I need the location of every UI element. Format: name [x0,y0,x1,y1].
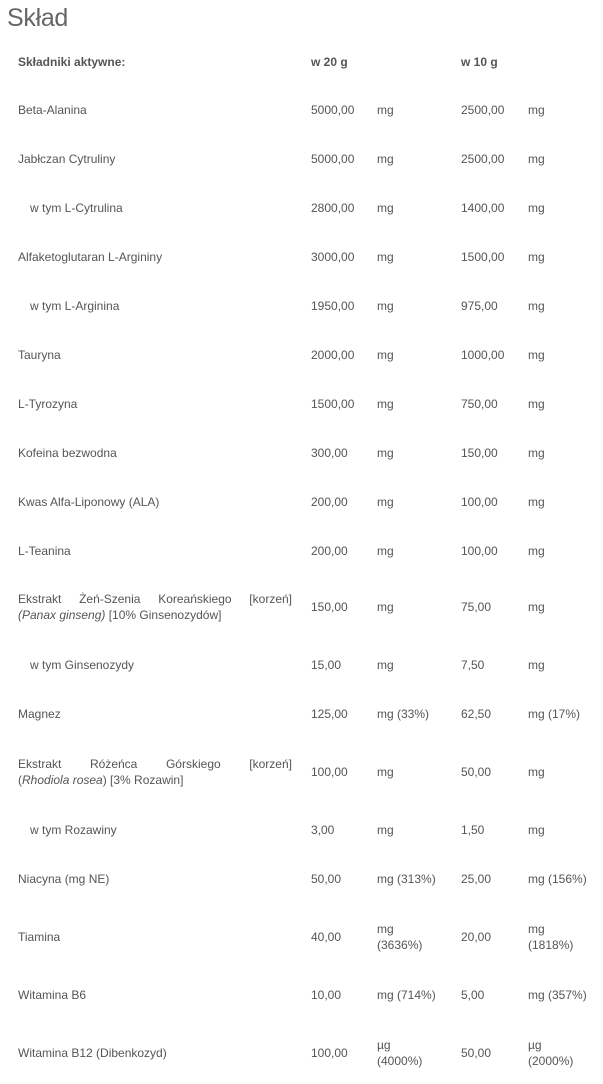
unit-10g: mg [528,201,545,215]
page-title: Skład [7,4,69,32]
value-10g: 1,50 [461,823,485,837]
value-20g: 100,00 [311,1046,348,1060]
ingredient-name: L-Tyrozyna [18,397,78,411]
ingredient-name-rest: [10% Ginsenozydów] [105,608,222,622]
ingredient-name: Beta-Alanina [18,103,87,117]
value-20g: 2000,00 [311,348,355,362]
value-10g: 1000,00 [461,348,505,362]
unit-10g-line2: (1818%) [528,938,574,952]
unit-20g: mg [377,103,394,117]
unit-10g-line1: mg [528,922,545,936]
unit-10g: mg [528,299,545,313]
ingredient-name-line1: Ekstrakt Żeń-Szenia Koreańskiego [korzeń] [18,592,292,606]
value-20g: 150,00 [311,600,348,614]
unit-20g: mg [377,250,394,264]
unit-20g: mg (714%) [377,988,436,1002]
value-20g: 5000,00 [311,103,355,117]
ingredient-name-line1: Ekstrakt Różeńca Górskiego [korzeń] [18,757,292,771]
value-10g: 975,00 [461,299,498,313]
value-20g: 3,00 [311,823,335,837]
unit-10g: mg (357%) [528,988,587,1002]
unit-10g: mg [528,348,545,362]
value-10g: 150,00 [461,446,498,460]
unit-20g: mg (33%) [377,707,430,721]
unit-10g: mg [528,823,545,837]
value-20g: 50,00 [311,872,342,886]
value-10g: 62,50 [461,707,492,721]
value-10g: 50,00 [461,1046,492,1060]
unit-10g [528,921,598,953]
ingredient-name: Tauryna [18,348,61,362]
value-20g: 10,00 [311,988,342,1002]
value-10g: 7,50 [461,658,485,672]
value-10g: 100,00 [461,544,498,558]
unit-20g-line2: (4000%) [377,1054,423,1068]
value-20g: 125,00 [311,707,348,721]
ingredient-name: Witamina B12 (Dibenkozyd) [18,1046,167,1060]
unit-10g: mg [528,446,545,460]
ingredient-name: Kwas Alfa-Liponowy (ALA) [18,495,160,509]
unit-20g-line1: mg [377,922,394,936]
ingredient-name-rest: ) [3% Rozawin] [102,773,184,787]
unit-20g-line1: µg [377,1038,391,1052]
value-20g: 5000,00 [311,152,355,166]
value-20g: 200,00 [311,495,348,509]
value-10g: 1500,00 [461,250,505,264]
unit-10g-line2: (2000%) [528,1054,574,1068]
unit-10g [528,1037,598,1069]
unit-10g: mg (156%) [528,872,587,886]
unit-20g: mg [377,201,394,215]
unit-20g: mg [377,544,394,558]
unit-10g: mg [528,152,545,166]
value-20g: 100,00 [311,765,348,779]
unit-20g: mg [377,600,394,614]
ingredient-name: Jabłczan Cytruliny [18,152,116,166]
value-20g: 200,00 [311,544,348,558]
unit-20g: mg [377,823,394,837]
value-20g: 15,00 [311,658,342,672]
ingredient-name: Alfaketoglutaran L-Argininy [18,250,163,264]
unit-10g: mg [528,250,545,264]
unit-20g: mg (313%) [377,872,436,886]
unit-10g: mg [528,658,545,672]
unit-10g: mg [528,765,545,779]
value-20g: 40,00 [311,930,342,944]
value-10g: 20,00 [461,930,492,944]
unit-20g: mg [377,446,394,460]
unit-20g-line2: (3636%) [377,938,423,952]
value-10g: 750,00 [461,397,498,411]
unit-20g [377,921,447,953]
unit-20g: mg [377,299,394,313]
value-10g: 50,00 [461,765,492,779]
unit-20g: mg [377,765,394,779]
ingredient-name: w tym Rozawiny [30,823,117,837]
unit-10g: mg (17%) [528,707,581,721]
value-20g: 300,00 [311,446,348,460]
latin-name: Rhodiola rosea [22,773,103,787]
ingredient-name: Kofeina bezwodna [18,446,117,460]
ingredient-name: w tym Ginsenozydy [30,658,135,672]
unit-10g: mg [528,544,545,558]
unit-10g: mg [528,103,545,117]
value-10g: 1400,00 [461,201,505,215]
ingredient-name: Niacyna (mg NE) [18,872,110,886]
unit-10g-line1: µg [528,1038,542,1052]
header-ingredients: Składniki aktywne: [18,55,126,69]
value-20g: 1500,00 [311,397,355,411]
value-10g: 5,00 [461,988,485,1002]
ingredient-name [18,756,292,788]
ingredient-name: w tym L-Cytrulina [30,201,123,215]
value-10g: 2500,00 [461,103,505,117]
latin-name: (Panax ginseng) [18,608,106,622]
unit-10g: mg [528,600,545,614]
header-per-20g: w 20 g [311,55,348,69]
value-10g: 2500,00 [461,152,505,166]
ingredient-name: Magnez [18,707,61,721]
ingredient-name: w tym L-Arginina [30,299,120,313]
ingredient-name [18,591,292,623]
value-20g: 3000,00 [311,250,355,264]
unit-10g: mg [528,397,545,411]
value-10g: 75,00 [461,600,492,614]
value-10g: 25,00 [461,872,492,886]
ingredient-name: Witamina B6 [18,988,87,1002]
unit-10g: mg [528,495,545,509]
ingredient-name: Tiamina [18,930,61,944]
unit-20g: mg [377,348,394,362]
value-10g: 100,00 [461,495,498,509]
unit-20g [377,1037,447,1069]
unit-20g: mg [377,152,394,166]
value-20g: 2800,00 [311,201,355,215]
header-per-10g: w 10 g [461,55,498,69]
value-20g: 1950,00 [311,299,355,313]
unit-20g: mg [377,495,394,509]
unit-20g: mg [377,658,394,672]
ingredient-name: L-Teanina [18,544,71,558]
paren-open: ( [18,773,22,787]
unit-20g: mg [377,397,394,411]
